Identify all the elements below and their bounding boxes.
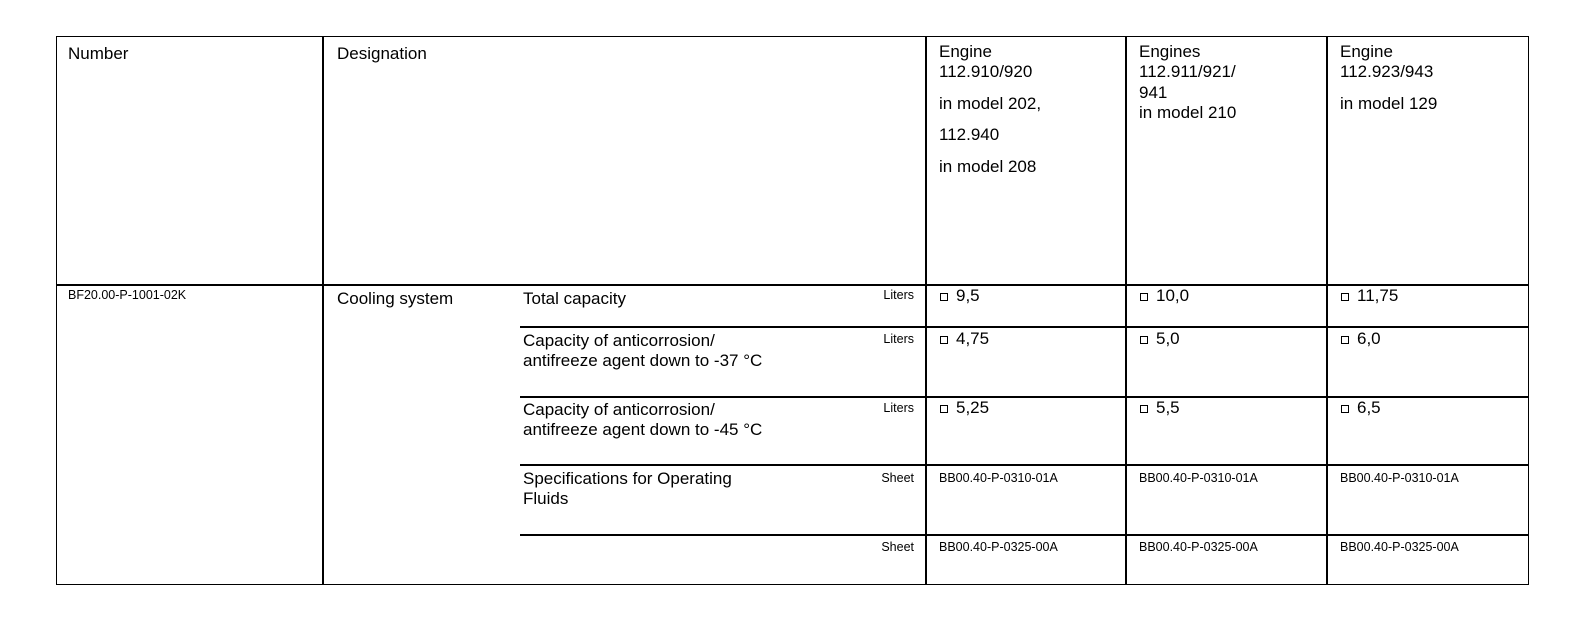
header-engine-1-line: Engine <box>939 42 992 61</box>
row-value <box>940 398 989 418</box>
row-value: BB00.40-P-0325-00A <box>1139 540 1258 554</box>
checkbox-icon <box>1341 293 1349 301</box>
row-label-line: antifreeze agent down to -45 °C <box>523 420 763 440</box>
checkbox-icon <box>1341 405 1349 413</box>
row-value-text: 9,5 <box>956 286 980 305</box>
row-value <box>1140 398 1180 418</box>
row-value <box>1341 329 1381 349</box>
header-engine-2 <box>1139 42 1236 124</box>
row-rule-3 <box>520 464 1529 466</box>
row-unit: Liters <box>883 288 914 302</box>
row-value <box>940 286 980 306</box>
row-label-line: Fluids <box>523 489 569 509</box>
row-label: Total capacity <box>523 289 626 308</box>
section-number: BF20.00-P-1001-02K <box>68 288 187 302</box>
row-label-line: Specifications for Operating <box>523 469 732 488</box>
row-label <box>523 469 732 510</box>
header-engine-2-line: 941 <box>1139 82 1168 102</box>
checkbox-icon <box>1140 405 1148 413</box>
row-unit: Sheet <box>881 471 914 485</box>
row-value <box>1140 286 1189 306</box>
header-designation: Designation <box>337 44 427 63</box>
header-engine-3-line: 112.923/943 <box>1340 62 1434 82</box>
row-value <box>1341 286 1398 306</box>
row-value: BB00.40-P-0310-01A <box>939 471 1058 485</box>
row-value <box>1140 329 1180 349</box>
divider-designation-engine1 <box>925 36 927 585</box>
header-engine-1-line: 112.910/920 <box>939 62 1033 82</box>
header-engine-2-line: 112.911/921/ <box>1139 62 1236 82</box>
row-value-text: 5,25 <box>956 398 990 417</box>
row-label <box>523 400 762 441</box>
row-value-text: 4,75 <box>956 329 990 348</box>
row-value: BB00.40-P-0325-00A <box>939 540 1058 554</box>
checkbox-icon <box>940 336 948 344</box>
header-engine-2-line: in model 210 <box>1139 103 1237 123</box>
row-unit: Liters <box>883 332 914 346</box>
row-rule-1 <box>520 326 1529 328</box>
row-value-text: 5,5 <box>1156 398 1180 417</box>
row-label-line: antifreeze agent down to -37 °C <box>523 351 763 371</box>
row-value-text: 11,75 <box>1357 286 1399 305</box>
checkbox-icon <box>1140 336 1148 344</box>
checkbox-icon <box>940 405 948 413</box>
header-engine-3 <box>1340 42 1437 114</box>
header-bottom-rule <box>56 284 1529 286</box>
row-value <box>940 329 989 349</box>
row-label-line: Capacity of anticorrosion/ <box>523 331 715 350</box>
header-engine-1-line: 112.940 <box>939 125 1000 145</box>
header-engine-2-line: Engines <box>1139 42 1201 61</box>
checkbox-icon <box>940 293 948 301</box>
checkbox-icon <box>1341 336 1349 344</box>
row-value-text: 6,5 <box>1357 398 1381 417</box>
divider-engine2-engine3 <box>1326 36 1328 585</box>
spec-table <box>56 36 1529 585</box>
checkbox-icon <box>1140 293 1148 301</box>
header-engine-1-line: in model 202, <box>939 93 1042 113</box>
row-value <box>1341 398 1381 418</box>
divider-number-designation <box>322 36 324 585</box>
row-label-line: Capacity of anticorrosion/ <box>523 400 715 419</box>
row-value: BB00.40-P-0310-01A <box>1139 471 1258 485</box>
table-frame <box>56 36 1529 585</box>
row-value-text: 10,0 <box>1156 286 1190 305</box>
row-label <box>523 331 762 372</box>
header-engine-1 <box>939 42 1041 177</box>
header-engine-3-line: Engine <box>1340 42 1393 61</box>
row-value: BB00.40-P-0325-00A <box>1340 540 1459 554</box>
row-unit: Sheet <box>881 540 914 554</box>
section-group: Cooling system <box>337 289 454 308</box>
row-rule-4 <box>520 534 1529 536</box>
header-engine-1-line: in model 208 <box>939 156 1037 176</box>
header-number: Number <box>68 44 129 63</box>
row-value: BB00.40-P-0310-01A <box>1340 471 1459 485</box>
row-value-text: 5,0 <box>1156 329 1180 348</box>
row-unit: Liters <box>883 401 914 415</box>
header-engine-3-line: in model 129 <box>1340 93 1438 113</box>
row-value-text: 6,0 <box>1357 329 1381 348</box>
divider-engine1-engine2 <box>1125 36 1127 585</box>
